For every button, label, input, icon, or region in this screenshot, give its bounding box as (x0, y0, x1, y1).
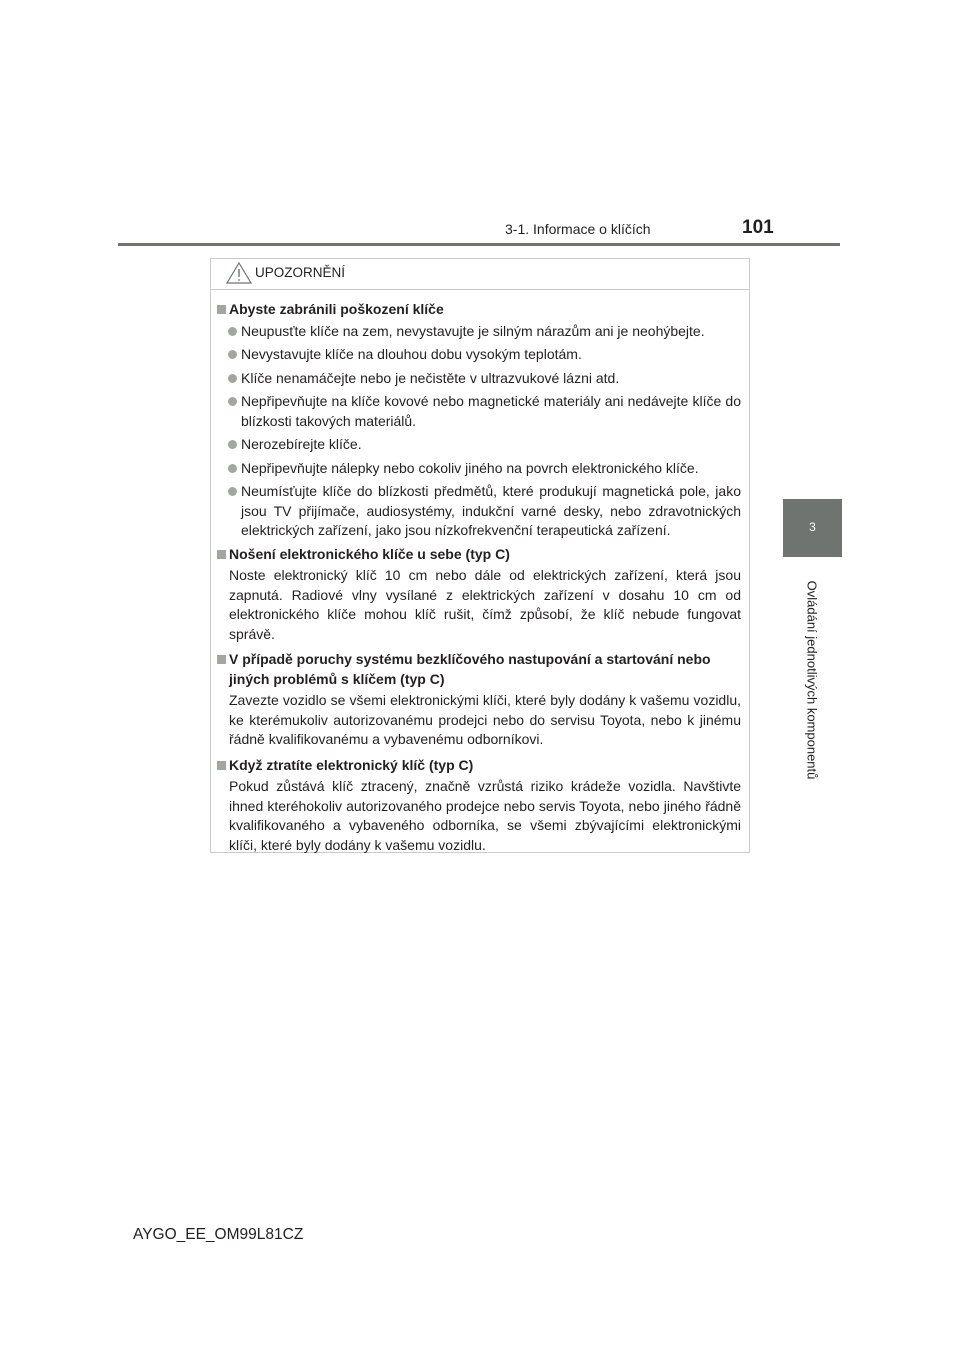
square-bullet-icon (217, 550, 226, 559)
bullet-text: Nevystavujte klíče na dlouhou dobu vysokým teplotám. (241, 346, 582, 362)
section-paragraph: Noste elektronický klíč 10 cm nebo dále od elektrických zařízení, která jsou zapnutá. Radiové vlny vysílané z elektrických zařízení v dosahu 10 cm od elektronického klíče mohou klíč rušit, čímž způsobí, že klíč nebude fungovat správě. (229, 567, 741, 642)
footer-doc-code: AYGO_EE_OM99L81CZ (133, 1226, 304, 1243)
warning-box (210, 258, 750, 853)
section-heading (217, 545, 741, 565)
round-bullet-icon (228, 487, 237, 496)
warning-content (211, 290, 749, 855)
section-heading-text: Nošení elektronického klíče u sebe (typ C) (229, 545, 510, 562)
round-bullet-icon (228, 350, 237, 359)
section-paragraph: Zavezte vozidlo se všemi elektronickými klíči, které byly dodány k vašemu vozidlu, ke kterémukoliv autorizovanému prodejci nebo do servisu Toyota, nebo k jinému řádně kvalifikovanému a vybavenému odborníkovi. (229, 692, 741, 747)
square-bullet-icon (217, 655, 226, 664)
bullet-text: Nerozebírejte klíče. (241, 436, 362, 452)
bullet-item (217, 345, 741, 365)
round-bullet-icon (228, 374, 237, 383)
round-bullet-icon (228, 440, 237, 449)
section-heading-text: V případě poruchy systému bezklíčového nastupování a startování nebo jiných problémů s klíčem (typ C) (229, 651, 711, 687)
bullet-text: Klíče nenamáčejte nebo je nečistěte v ultrazvukové lázni atd. (241, 369, 620, 386)
chapter-number: 3 (809, 520, 816, 534)
section-heading (217, 650, 741, 689)
chapter-label: Ovládání jednotlivých komponentů (804, 580, 820, 780)
bullet-item (217, 369, 741, 389)
section-heading-text: Abyste zabránili poškození klíče (229, 301, 444, 317)
bullet-item (217, 435, 741, 455)
bullet-item (217, 482, 741, 541)
warning-header (211, 259, 749, 290)
bullet-text: Neumísťujte klíče do blízkosti předmětů, které produkují magnetická pole, jako jsou TV přijímače, audiosystémy, indukční varné desky, nebo zdravotnických elektrických zařízení, jako jsou nízkofrekvenční terapeutická zařízení. (241, 483, 741, 538)
bullet-item (217, 459, 741, 479)
round-bullet-icon (228, 327, 237, 336)
section-paragraph: Pokud zůstává klíč ztracený, značně vzrůstá riziko krádeže vozidla. Navštivte ihned kteréhokoliv autorizovaného prodejce nebo servis Toyota, nebo jiného řádně kvalifikovaného a vybaveného odborníka, se všemi zbývajícími elektronickými klíči, které byly dodány k vašemu vozidlu. (229, 778, 741, 853)
bullet-text: Nepřipevňujte nálepky nebo cokoliv jiného na povrch elektronického klíče. (241, 459, 699, 476)
section-heading (217, 756, 741, 776)
bullet-text: Neupusťte klíče na zem, nevystavujte je silným nárazům ani je neohýbejte. (241, 322, 705, 339)
round-bullet-icon (228, 397, 237, 406)
bullet-item (217, 392, 741, 431)
round-bullet-icon (228, 464, 237, 473)
warning-triangle-icon (226, 262, 252, 284)
header-rule (118, 243, 840, 246)
page-number: 101 (742, 217, 774, 238)
header-section-title: 3-1. Informace o klíčích (505, 221, 651, 237)
square-bullet-icon (217, 761, 226, 770)
bullet-item (217, 322, 741, 342)
warning-title: UPOZORNĚNÍ (255, 265, 346, 280)
section-heading-text: Když ztratíte elektronický klíč (typ C) (229, 756, 474, 773)
square-bullet-icon (217, 305, 226, 314)
section-heading (217, 300, 741, 320)
bullet-text: Nepřipevňujte na klíče kovové nebo magnetické materiály ani nedávejte klíče do blízkosti takových materiálů. (241, 393, 741, 429)
chapter-tab (783, 499, 842, 557)
